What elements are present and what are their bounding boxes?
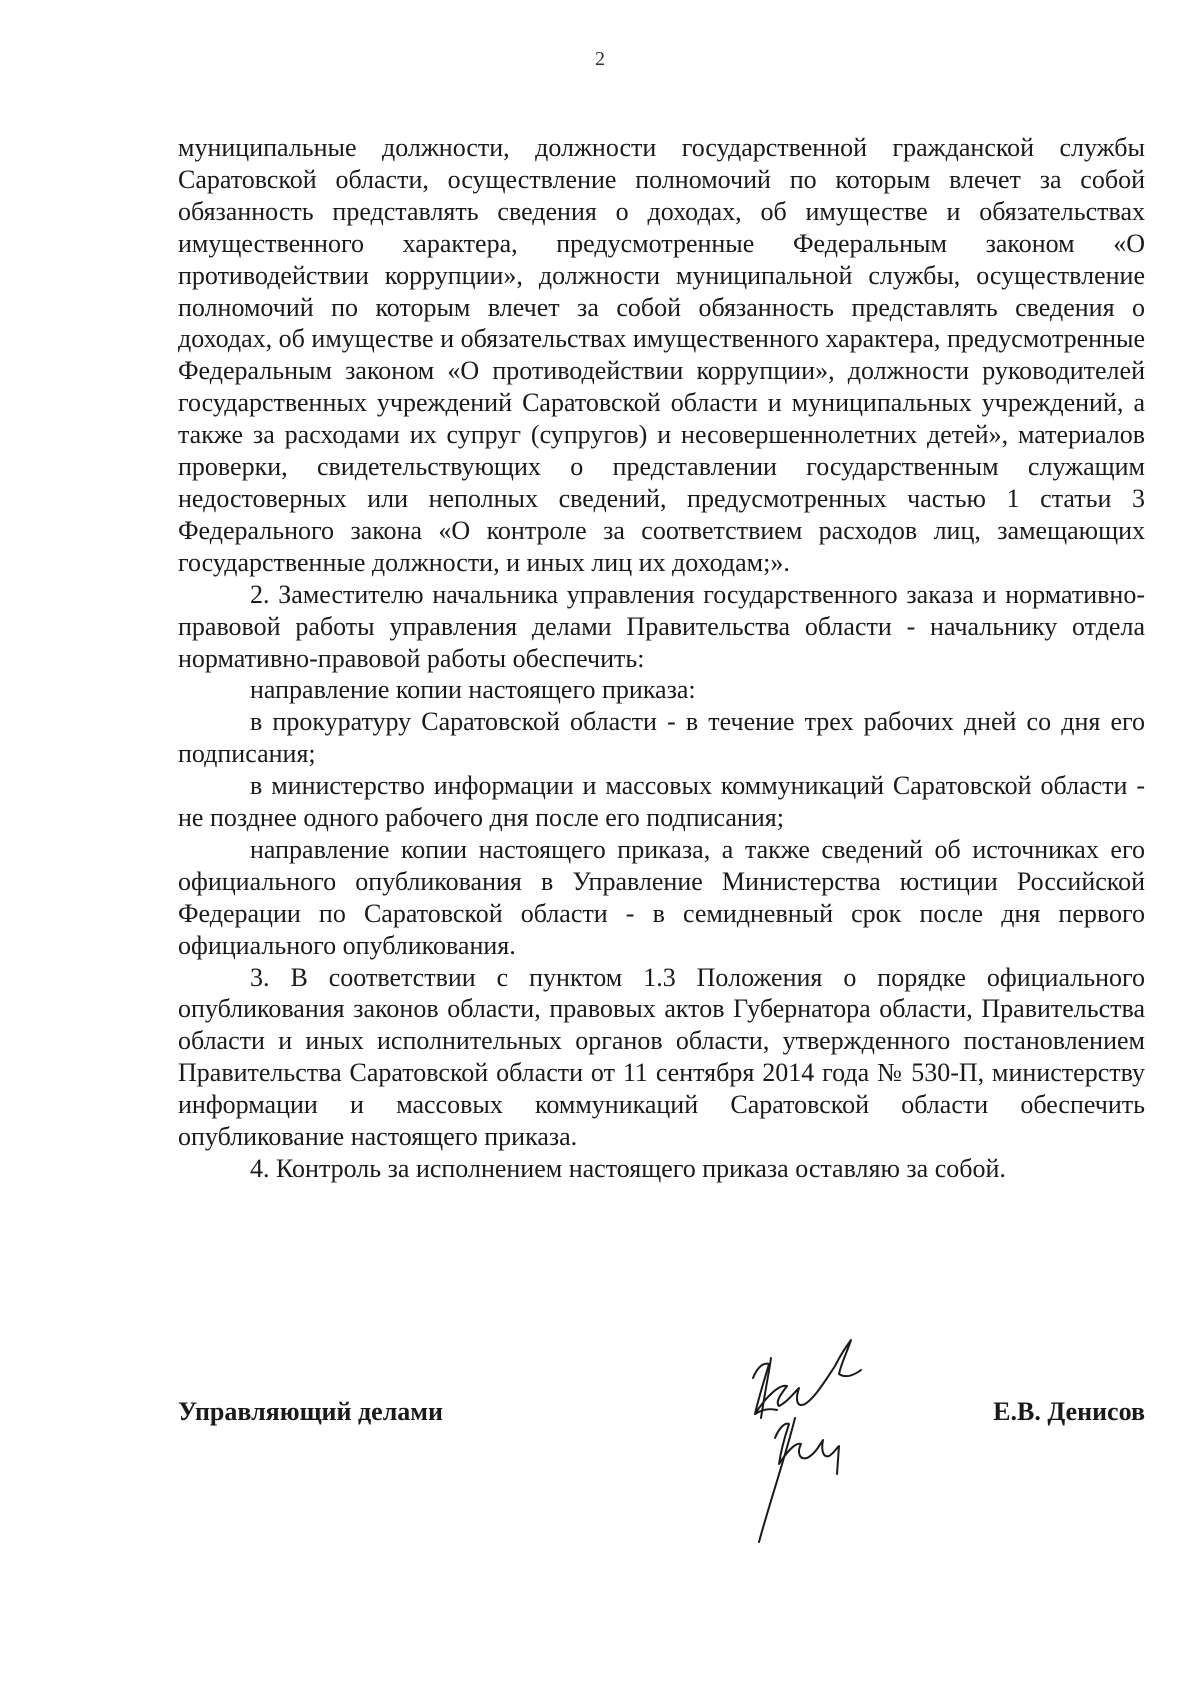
page-number: 2 (595, 48, 605, 70)
document-body (178, 132, 1145, 1185)
paragraph-ministry-info: в министерство информации и массовых коммуникаций Саратовской области - не позднее одного рабочего дня после его подписания; (178, 771, 1145, 833)
paragraph-continuation: муниципальные должности, должности государственной гражданской службы Саратовской области, осуществление полномочий по которым влечет за собой обязанность представлять сведения о доходах, об имуществе и обязательствах имущественного характера, предусмотренные Федеральным законом «О противодействии коррупции», должности муниципальной службы, осуществление полномочий по которым влечет за собой обязанность представлять сведения о доходах, об имуществе и обязательствах имущественного характера, предусмотренные Федеральным законом «О противодействии коррупции», должности руководителей государственных учреждений Саратовской области и муниципальных учреждений, а также за расходами их супруг (супругов) и несовершеннолетних детей», материалов проверки, свидетельствующих о представлении государственным служащим недостоверных или неполных сведений, предусмотренных частью 1 статьи 3 Федерального закона «О контроле за соответствием расходов лиц, замещающих государственные должности, и иных лиц их доходам;». (178, 133, 1145, 577)
signatory-name: Е.В. Денисов (993, 1397, 1145, 1426)
paragraph-prosecutor: в прокуратуру Саратовской области - в течение трех рабочих дней со дня его подписания; (178, 707, 1145, 769)
paragraph-copy-direction: направление копии настоящего приказа: (250, 675, 696, 705)
paragraph-item-2: 2. Заместителю начальника управления государственного заказа и нормативно-правовой работы управления делами Правительства области - начальнику отдела нормативно-правовой работы обеспечить: (178, 579, 1145, 673)
handwritten-signature (735, 1318, 885, 1548)
paragraph-item-3: 3. В соответствии с пунктом 1.3 Положения о порядке официального опубликования законов области, правовых актов Губернатора области, Правительства области и иных исполнительных органов области, утвержденного постановлением Правительства Саратовской области от 11 сентября 2014 года № 530-П, министерству информации и массовых коммуникаций Саратовской области обеспечить опубликование настоящего приказа. (178, 962, 1145, 1152)
signature-block (178, 1397, 1145, 1437)
signatory-position: Управляющий делами (178, 1397, 443, 1426)
paragraph-item-4: 4. Контроль за исполнением настоящего приказа оставляю за собой. (250, 1154, 1006, 1183)
paragraph-justice-ministry: направление копии настоящего приказа, а также сведений об источниках его официального опубликования в Управление Министерства юстиции Российской Федерации по Саратовской области - в семидневный срок после дня первого официального опубликования. (178, 834, 1145, 960)
